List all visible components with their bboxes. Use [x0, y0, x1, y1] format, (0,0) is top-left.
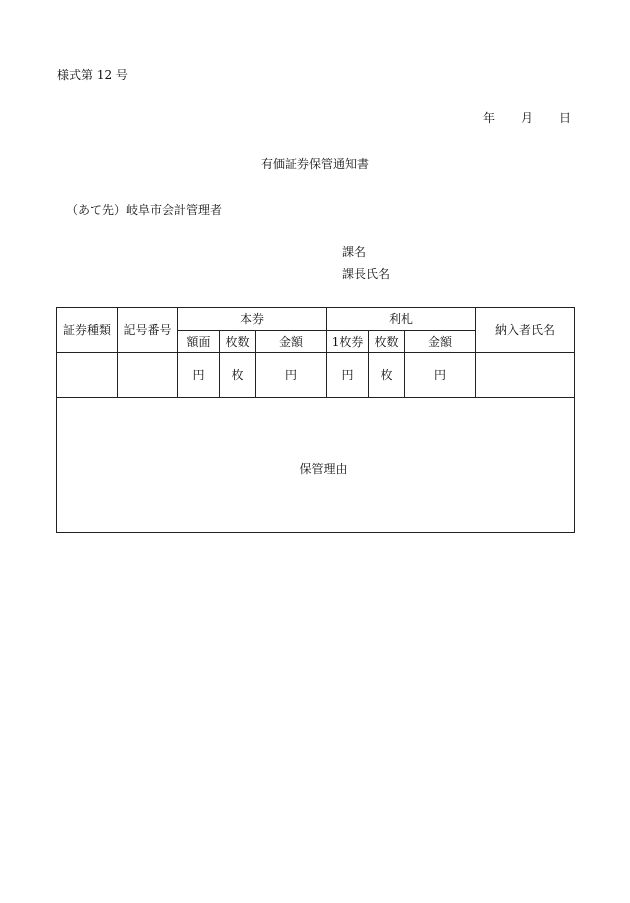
header-coupon-amount: 金額 [405, 331, 476, 353]
header-payer-name: 納入者氏名 [476, 308, 575, 353]
document-title: 有価証券保管通知書 [260, 157, 369, 171]
date-year-label: 年 [482, 111, 495, 125]
securities-table [56, 307, 575, 533]
cell-principal-amount[interactable]: 円 [256, 353, 327, 398]
header-coupon-count: 枚数 [369, 331, 405, 353]
header-principal-count: 枚数 [220, 331, 256, 353]
cell-security-type[interactable] [57, 353, 118, 398]
form-number: 様式第 12 号 [57, 68, 128, 82]
date-line [483, 112, 571, 124]
header-serial-number: 記号番号 [118, 308, 178, 353]
cell-coupon-per[interactable]: 円 [327, 353, 369, 398]
cell-coupon-amount[interactable]: 円 [405, 353, 476, 398]
header-principal-face-value: 額面 [178, 331, 220, 353]
storage-reason-field[interactable] [57, 398, 575, 533]
date-day-label: 日 [558, 111, 571, 125]
addressee: （あて先）岐阜市会計管理者 [66, 203, 223, 217]
department-name-label: 課名 [342, 245, 367, 259]
storage-reason-label: 保管理由 [299, 462, 348, 476]
header-coupon-group: 利札 [327, 308, 476, 331]
section-chief-name-label: 課長氏名 [342, 267, 391, 281]
date-month-label: 月 [520, 111, 533, 125]
header-security-type: 証券種類 [57, 308, 118, 353]
header-coupon-per: 1枚券 [327, 331, 369, 353]
cell-coupon-count[interactable]: 枚 [369, 353, 405, 398]
cell-serial-number[interactable] [118, 353, 178, 398]
header-principal-group: 本券 [178, 308, 327, 331]
cell-payer-name[interactable] [476, 353, 575, 398]
cell-principal-face-value[interactable]: 円 [178, 353, 220, 398]
header-principal-amount: 金額 [256, 331, 327, 353]
cell-principal-count[interactable]: 枚 [220, 353, 256, 398]
